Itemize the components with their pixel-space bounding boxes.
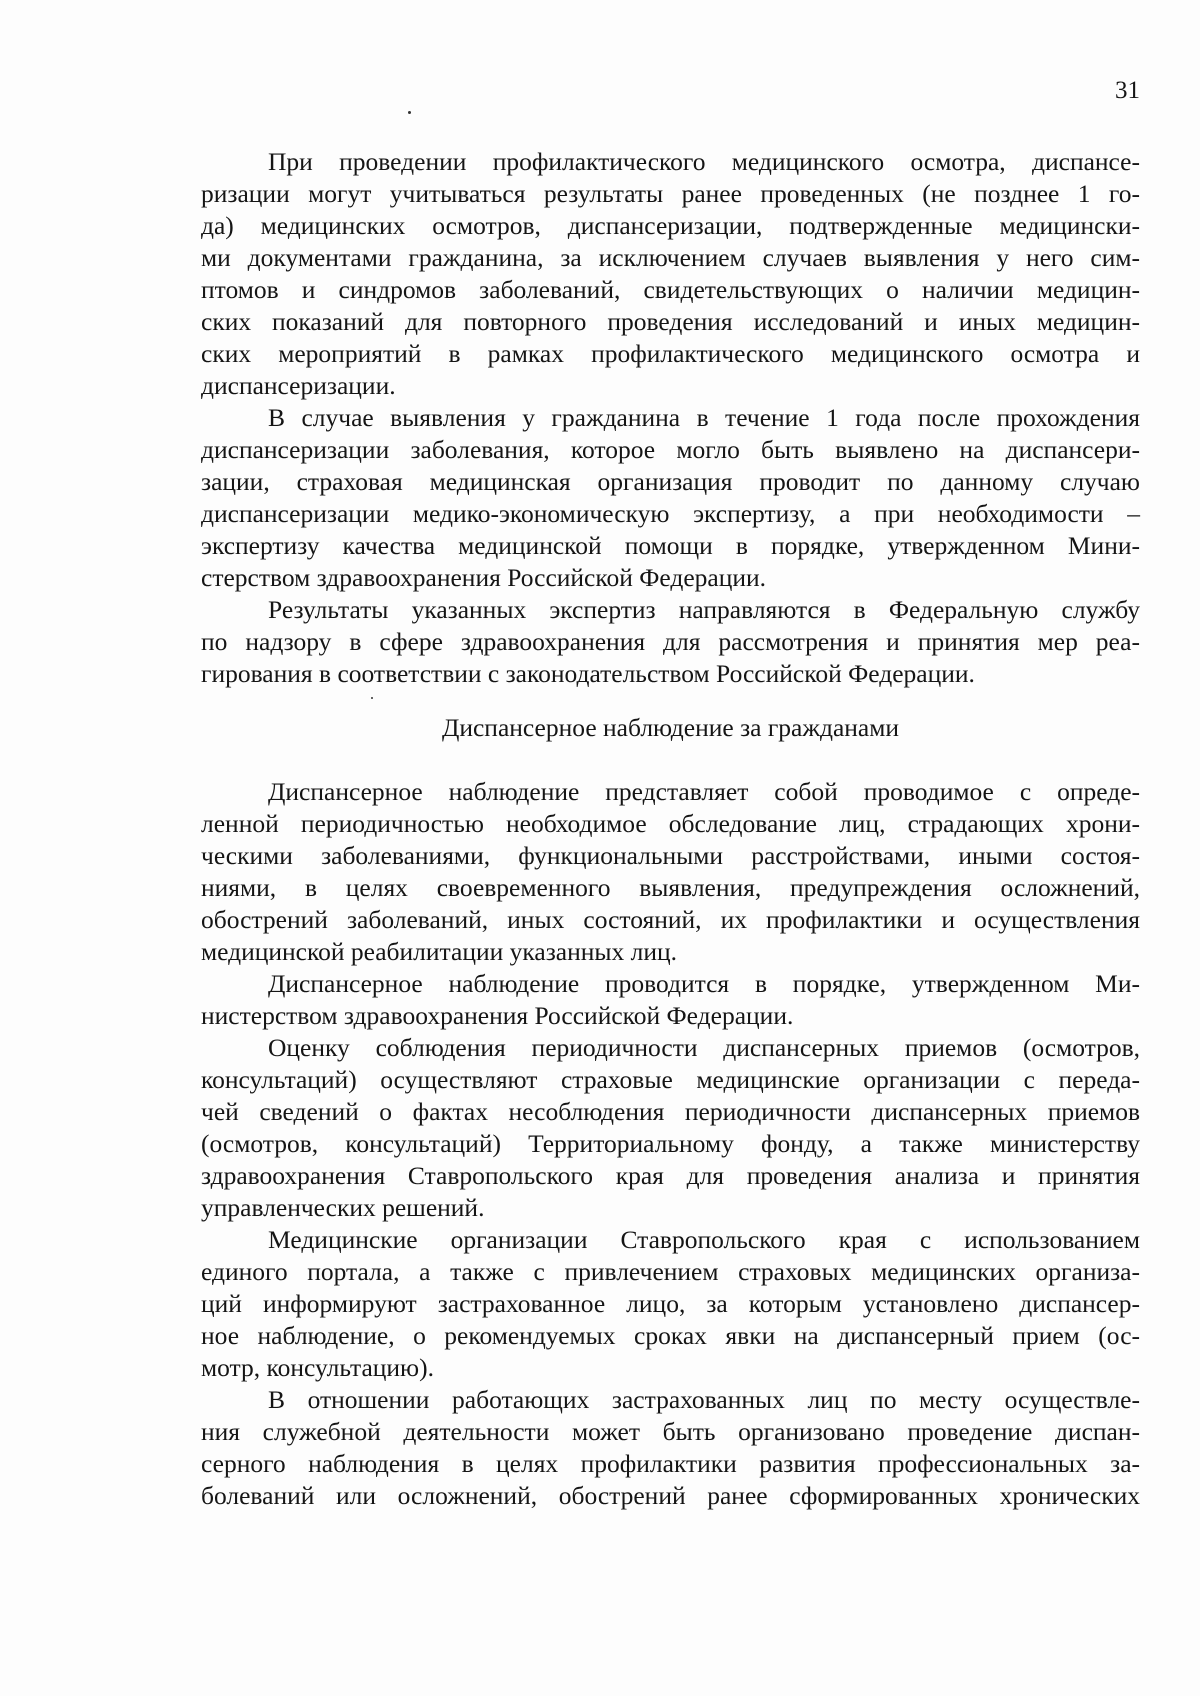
text-line: ми документами гражданина, за исключением случаев выявления у него сим-: [201, 243, 1140, 272]
text-line: ций информируют застрахованное лицо, за которым установлено диспансер-: [201, 1289, 1140, 1318]
text-line: консультаций) осуществляют страховые медицинские организации с переда-: [201, 1065, 1140, 1094]
text-line: экспертизу качества медицинской помощи в порядке, утвержденном Мини-: [201, 531, 1140, 560]
text-line: чей сведений о фактах несоблюдения периодичности диспансерных приемов: [201, 1097, 1140, 1126]
text-line: При проведении профилактического медицинского осмотра, диспансе-: [268, 147, 1140, 176]
text-line: Медицинские организации Ставропольского края с использованием: [268, 1225, 1140, 1254]
text-line: да) медицинских осмотров, диспансеризации, подтвержденные медицински-: [201, 211, 1140, 240]
text-line: (осмотров, консультаций) Территориальному фонду, а также министерству: [201, 1129, 1140, 1158]
text-line: ризации могут учитываться результаты ранее проведенных (не позднее 1 го-: [201, 179, 1140, 208]
text-line: ских мероприятий в рамках профилактического медицинского осмотра и: [201, 339, 1140, 368]
text-line: по надзору в сфере здравоохранения для рассмотрения и принятия мер реа-: [201, 627, 1140, 656]
text-line: диспансеризации.: [201, 371, 396, 400]
text-line: Диспансерное наблюдение представляет собой проводимое с опреде-: [268, 777, 1140, 806]
text-line: ческими заболеваниями, функциональными расстройствами, иными состоя-: [201, 841, 1140, 870]
scan-speck: [371, 697, 373, 699]
text-line: мотр, консультацию).: [201, 1353, 434, 1382]
text-line: диспансеризации заболевания, которое могло быть выявлено на диспансери-: [201, 435, 1140, 464]
text-line: серного наблюдения в целях профилактики развития профессиональных за-: [201, 1449, 1140, 1478]
text-line: ских показаний для повторного проведения исследований и иных медицин-: [201, 307, 1140, 336]
section-heading: Диспансерное наблюдение за гражданами: [441, 713, 900, 742]
text-line: В случае выявления у гражданина в течение 1 года после прохождения: [268, 403, 1140, 432]
text-line: В отношении работающих застрахованных лиц по месту осуществле-: [268, 1385, 1140, 1414]
text-line: ниями, в целях своевременного выявления, предупреждения осложнений,: [201, 873, 1140, 902]
text-line: обострений заболеваний, иных состояний, их профилактики и осуществления: [201, 905, 1140, 934]
text-line: единого портала, а также с привлечением страховых медицинских организа-: [201, 1257, 1140, 1286]
section-1: [201, 146, 1140, 690]
text-line: Диспансерное наблюдение проводится в порядке, утвержденном Ми-: [268, 969, 1140, 998]
text-line: Результаты указанных экспертиз направляются в Федеральную службу: [268, 595, 1140, 624]
text-line: ленной периодичностью необходимое обследование лиц, страдающих хрони-: [201, 809, 1140, 838]
text-line: стерством здравоохранения Российской Федерации.: [201, 563, 767, 592]
page-number: 31: [1115, 77, 1140, 104]
section-2: [201, 776, 1140, 1512]
text-line: нистерством здравоохранения Российской Федерации.: [201, 1001, 794, 1030]
text-line: диспансеризации медико-экономическую экспертизу, а при необходимости –: [201, 499, 1140, 528]
text-line: зации, страховая медицинская организация проводит по данному случаю: [201, 467, 1140, 496]
text-line: болеваний или осложнений, обострений ранее сформированных хронических: [201, 1481, 1140, 1510]
text-line: птомов и синдромов заболеваний, свидетельствующих о наличии медицин-: [201, 275, 1140, 304]
text-line: ное наблюдение, о рекомендуемых сроках явки на диспансерный прием (ос-: [201, 1321, 1140, 1350]
text-line: ния служебной деятельности может быть организовано проведение диспан-: [201, 1417, 1140, 1446]
text-line: Оценку соблюдения периодичности диспансерных приемов (осмотров,: [268, 1033, 1140, 1062]
text-line: здравоохранения Ставропольского края для проведения анализа и принятия: [201, 1161, 1140, 1190]
text-line: гирования в соответствии с законодательством Российской Федерации.: [201, 659, 975, 688]
text-line: управленческих решений.: [201, 1193, 485, 1222]
text-line: медицинской реабилитации указанных лиц.: [201, 937, 678, 966]
scan-speck: [408, 111, 411, 114]
